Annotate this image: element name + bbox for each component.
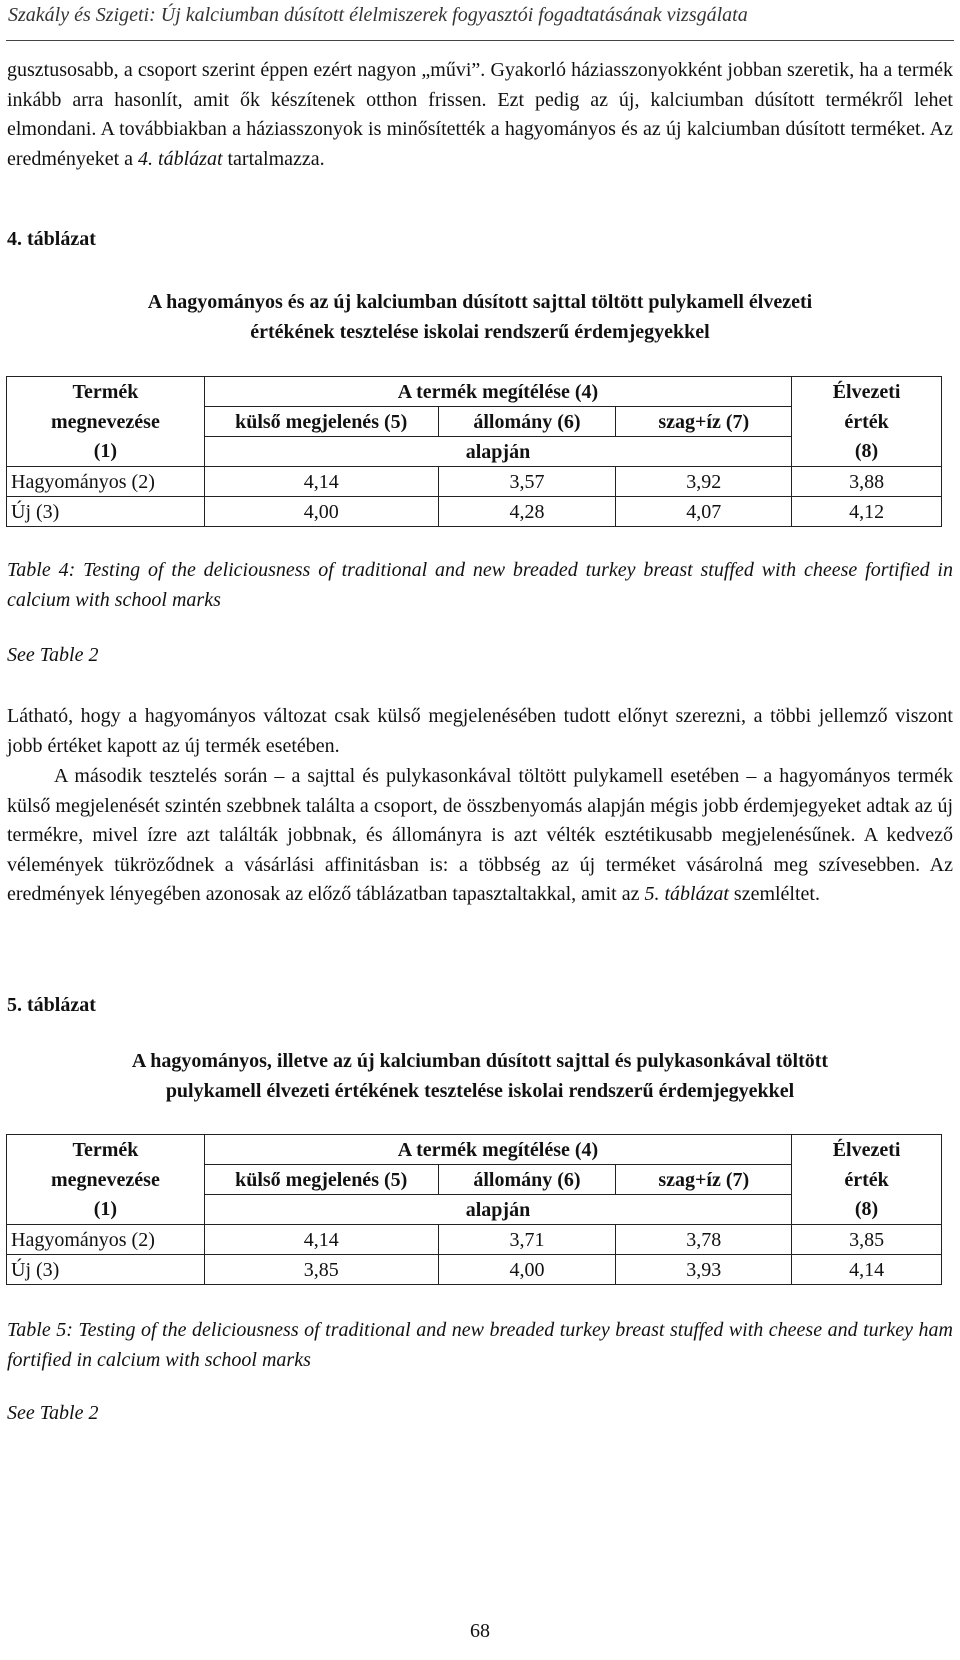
table-row [7, 1225, 942, 1255]
table5-head-value-l2: érték [792, 1165, 942, 1195]
table5-head-product-l2: megnevezése [7, 1165, 205, 1195]
table4-row2-name: Új (3) [7, 497, 205, 527]
table4-row2-flavor: 4,07 [616, 497, 792, 527]
body-p2-text-1: A második tesztelés során – a sajttal és pulykasonkával töltött pulykamell esetében – a hagyományos termék külső megjelenését szintén szebbnek találta a csoport, de összbenyomás alapján mégis jobb érdemjegyeket adtak az új termékre, mivel ízre azt találták jobbnak, és állományra is azt vélték esztétikusabb megjelenésűnek. A kedvező vélemények tükröződnek a vásárlási affinitásban is: a többség az új terméket vásárolná meg szívesebben. Az eredmények lényegében azonosak az előző táblázatban tapasztaltakkal, amit az [7, 765, 953, 905]
table5-title-line1: A hagyományos, illetve az új kalciumban dúsított sajttal és pulykasonkával töltött [131, 1050, 829, 1072]
table4-head-value-l3: (8) [792, 437, 942, 467]
table5-row2-name: Új (3) [7, 1255, 205, 1285]
table5-title [7, 1046, 953, 1106]
table5-row1-texture: 3,71 [438, 1225, 616, 1255]
table5-head-external: külső megjelenés (5) [204, 1165, 438, 1195]
table5-head-judgement: A termék megítélése (4) [204, 1135, 791, 1165]
table4-head-external: külső megjelenés (5) [204, 407, 438, 437]
table4-head-flavor: szag+íz (7) [616, 407, 792, 437]
table5-head-value-l1: Élvezeti [792, 1135, 942, 1165]
table4-row2-texture: 4,28 [438, 497, 616, 527]
table4-head-basis: alapján [204, 437, 791, 467]
table5-row2-external: 3,85 [204, 1255, 438, 1285]
table5-row2-texture: 4,00 [438, 1255, 616, 1285]
body-p2-table-ref: 5. táblázat [644, 883, 729, 905]
table4-label: 4. táblázat [7, 228, 96, 250]
table5-row2-flavor: 3,93 [616, 1255, 792, 1285]
table4-see: See Table 2 [7, 644, 99, 666]
table4-row1-name: Hagyományos (2) [7, 467, 205, 497]
table5-head-texture: állomány (6) [438, 1165, 616, 1195]
table4-head-product-l1: Termék [7, 377, 205, 407]
header-rule [6, 40, 954, 41]
table4-head-product-l3: (1) [7, 437, 205, 467]
table4-title-line2: értékének tesztelése iskolai rendszerű érdemjegyekkel [250, 321, 710, 343]
table5-label: 5. táblázat [7, 994, 96, 1016]
table5-row1-value: 3,85 [792, 1225, 942, 1255]
running-header: Szakály és Szigeti: Új kalciumban dúsított élelmiszerek fogyasztói fogadtatásának vizsgálata [8, 4, 748, 26]
body-paragraph-1: Látható, hogy a hagyományos változat csak külső megjelenésében tudott előnyt szerezni, a többi jellemző viszont jobb értéket kapott az új termék esetében. [7, 705, 953, 757]
table4-row1-flavor: 3,92 [616, 467, 792, 497]
table4 [6, 376, 942, 527]
table5-row1-name: Hagyományos (2) [7, 1225, 205, 1255]
page-number: 68 [470, 1620, 490, 1642]
table5-head-product-l3: (1) [7, 1195, 205, 1225]
table5-head-value-l3: (8) [792, 1195, 942, 1225]
table-row [7, 467, 942, 497]
table4-row2-external: 4,00 [204, 497, 438, 527]
table4-title-line1: A hagyományos és az új kalciumban dúsított sajttal töltött pulykamell élvezeti [147, 291, 813, 313]
intro-text-2: tartalmazza. [222, 147, 325, 170]
table4-head-judgement: A termék megítélése (4) [204, 377, 791, 407]
table5-head-flavor: szag+íz (7) [616, 1165, 792, 1195]
table4-head-value-l2: érték [792, 407, 942, 437]
table5-head-product-l1: Termék [7, 1135, 205, 1165]
table5-title-line2: pulykamell élvezeti értékének tesztelése iskolai rendszerű érdemjegyekkel [165, 1080, 795, 1102]
table4-row1-external: 4,14 [204, 467, 438, 497]
intro-text-1: gusztusosabb, a csoport szerint éppen ezért nagyon „művi”. Gyakorló háziasszonyokként jobban szeretik, ha a termék inkább arra hasonlít, amit ők készítenek otthon frissen. Ezt pedig az új, kalciumban dúsított termékről lehet elmondani. A továbbiakban a háziasszonyok is minősítették a hagyományos és az új kalciumban dúsított terméket. Az eredményeket a [7, 59, 953, 170]
table4-head-texture: állomány (6) [438, 407, 616, 437]
intro-paragraph [7, 56, 953, 174]
table5-row1-external: 4,14 [204, 1225, 438, 1255]
table4-caption: Table 4: Testing of the deliciousness of traditional and new breaded turkey breast stuffed with cheese fortified in calcium with school marks [7, 559, 953, 611]
table-row [7, 497, 942, 527]
table5 [6, 1134, 942, 1285]
table4-row2-value: 4,12 [792, 497, 942, 527]
table4-head-value-l1: Élvezeti [792, 377, 942, 407]
table5-see: See Table 2 [7, 1402, 99, 1424]
body-p2-text-2: szemléltet. [728, 883, 820, 905]
body-paragraph-2 [7, 762, 953, 910]
table4-row1-texture: 3,57 [438, 467, 616, 497]
table4-head-product-l2: megnevezése [7, 407, 205, 437]
table5-head-basis: alapján [204, 1195, 791, 1225]
table5-row2-value: 4,14 [792, 1255, 942, 1285]
table5-row1-flavor: 3,78 [616, 1225, 792, 1255]
intro-table-ref: 4. táblázat [138, 147, 223, 170]
table-row [7, 1255, 942, 1285]
table4-row1-value: 3,88 [792, 467, 942, 497]
table4-title [7, 287, 953, 347]
table5-caption: Table 5: Testing of the deliciousness of traditional and new breaded turkey breast stuffed with cheese and turkey ham fortified in calcium with school marks [7, 1319, 953, 1371]
